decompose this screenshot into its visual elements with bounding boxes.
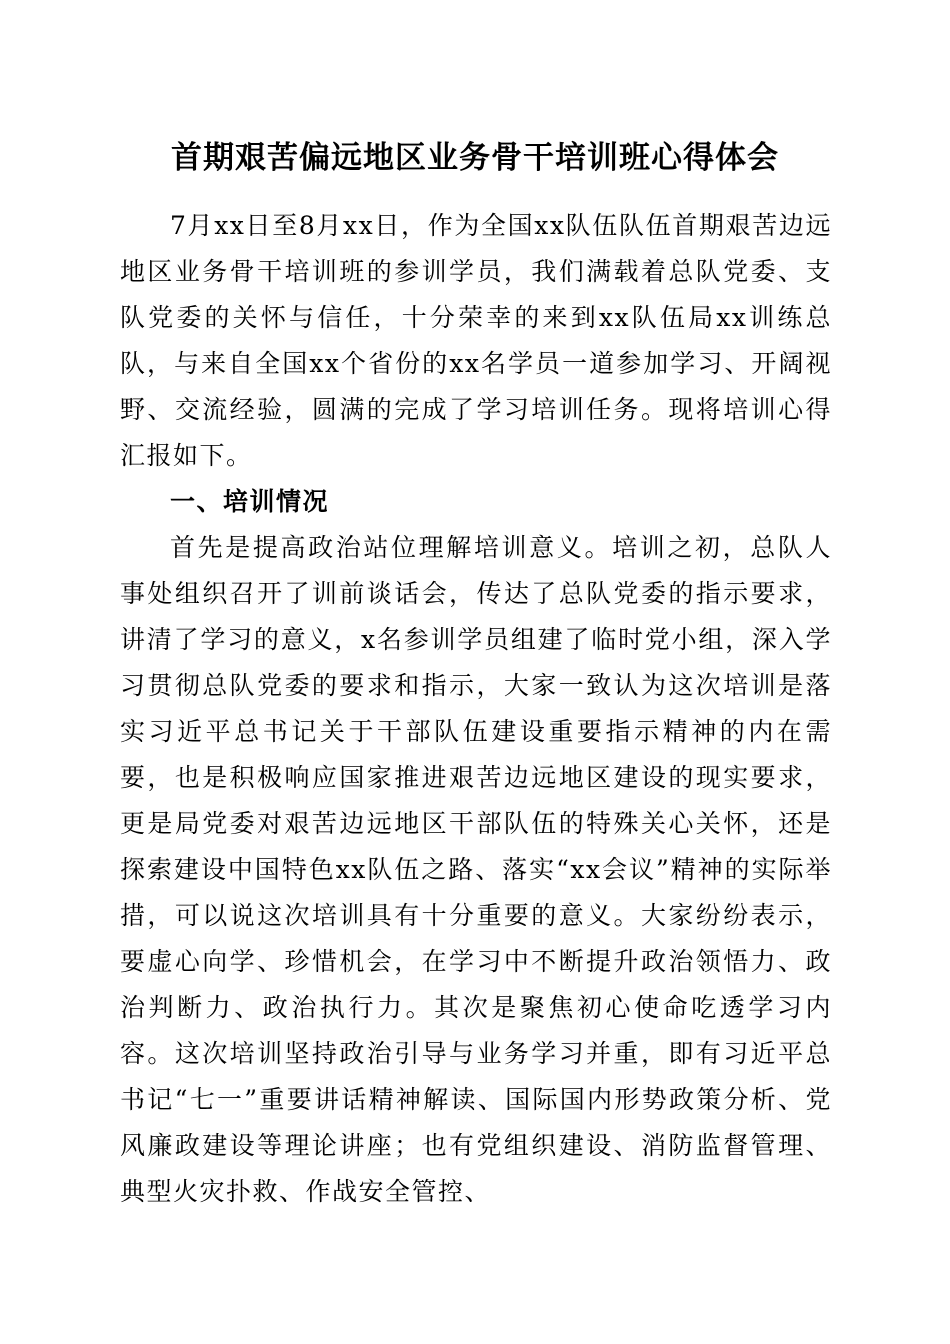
document-title: 首期艰苦偏远地区业务骨干培训班心得体会 bbox=[171, 140, 779, 176]
intro-paragraph: 7月xx日至8月xx日，作为全国xx队伍队伍首期艰苦边远地区业务骨干培训班的参训学员，我们满载着总队党委、支队党委的关怀与信任，十分荣幸的来到xx队伍局xx训练总队，与来自全国xx个省份的xx名学员一道参加学习、开阔视野、交流经验，圆满的完成了学习培训任务。现将培训心得汇报如下。 bbox=[120, 211, 832, 470]
section-heading-training-situation: 一、培训情况 bbox=[170, 487, 330, 516]
section-paragraph: 首先是提高政治站位理解培训意义。培训之初，总队人事处组织召开了训前谈话会，传达了总队党委的指示要求，讲清了学习的意义，x名参训学员组建了临时党小组，深入学习贯彻总队党委的要求和指示，大家一致认为这次培训是落实习近平总书记关于干部队伍建设重要指示精神的内在需要，也是积极响应国家推进艰苦边远地区建设的现实要求，更是局党委对艰苦边远地区干部队伍的特殊关心关怀，还是探索建设中国特色xx队伍之路、落实“xx会议”精神的实际举措，可以说这次培训具有十分重要的意义。大家纷纷表示，要虚心向学、珍惜机会，在学习中不断提升政治领悟力、政治判断力、政治执行力。其次是聚焦初心使命吃透学习内容。这次培训坚持政治引导与业务学习并重，即有习近平总书记“七一”重要讲话精神解读、国际国内形势政策分析、党风廉政建设等理论讲座；也有党组织建设、消防监督管理、典型火灾扑救、作战安全管控、 bbox=[120, 533, 832, 1206]
document-body bbox=[120, 203, 832, 1215]
